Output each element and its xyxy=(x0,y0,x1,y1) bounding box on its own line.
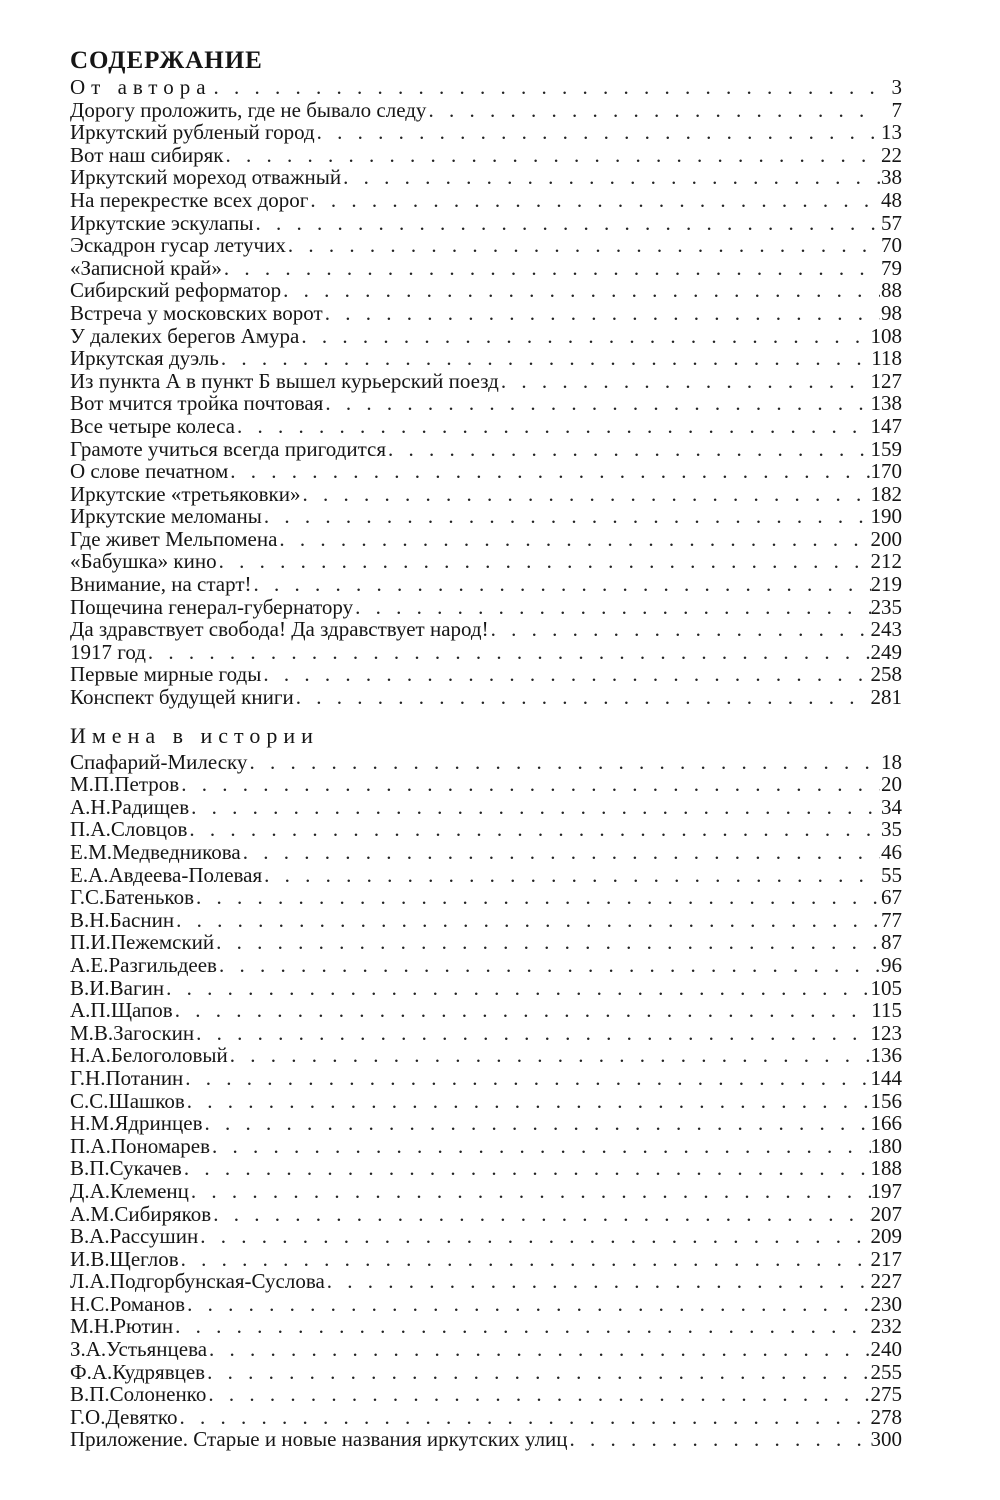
toc-entry-title: Н.А.Белоголовый xyxy=(70,1043,228,1068)
dot-leader xyxy=(235,415,871,438)
dot-leader xyxy=(212,76,880,99)
toc-entry-title: Е.М.Медведникова xyxy=(70,840,241,864)
toc-entry xyxy=(70,1157,902,1180)
toc-entry xyxy=(70,909,902,932)
dot-leader xyxy=(194,1022,870,1045)
toc-entry-title: Вот наш сибиряк xyxy=(70,142,224,167)
toc-entry xyxy=(70,99,902,122)
dot-leader xyxy=(210,1135,870,1158)
toc-entry xyxy=(70,751,902,774)
toc-entry-title: Д.А.Клеменц xyxy=(70,1178,189,1203)
toc-entry xyxy=(70,166,902,189)
dot-leader xyxy=(315,121,880,144)
toc-entry-page-number: 243 xyxy=(870,617,902,642)
dot-leader xyxy=(308,189,880,212)
toc-entry-title: М.Н.Рютин xyxy=(70,1314,174,1339)
toc-entry-title: Л.А.Подгорбунская-Суслова xyxy=(70,1269,325,1294)
toc-entry-title: Внимание, на старт! xyxy=(70,572,252,597)
toc-entry-title: Ф.А.Кудрявцев xyxy=(70,1359,206,1384)
toc-entry xyxy=(70,1338,902,1361)
toc-entry xyxy=(70,954,902,977)
toc-entry-page-number: 180 xyxy=(870,1133,902,1158)
toc-entry-page-number: 98 xyxy=(881,300,902,325)
toc-entry-title: Из пункта А в пункт Б вышел курьерский поезд xyxy=(70,368,499,393)
dot-leader xyxy=(325,1270,871,1293)
toc-entry-title: Эскадрон гусар летучих xyxy=(70,233,286,258)
toc-entry-page-number: 188 xyxy=(870,1156,902,1181)
toc-entry xyxy=(70,505,902,528)
toc-entry xyxy=(70,931,902,954)
toc-entry xyxy=(70,841,902,864)
main-contents-list xyxy=(70,76,902,709)
dot-leader xyxy=(194,886,880,909)
toc-entry-title: 1917 год xyxy=(70,639,146,664)
dot-leader xyxy=(299,325,870,348)
toc-entry-title: Где живет Мельпомена xyxy=(70,526,278,551)
dot-leader xyxy=(568,1428,871,1451)
toc-entry-page-number: 67 xyxy=(881,885,902,910)
toc-entry-page-number: 115 xyxy=(871,998,902,1023)
toc-entry-page-number: 258 xyxy=(870,662,902,687)
dot-leader xyxy=(187,818,880,841)
toc-entry-page-number: 34 xyxy=(881,794,902,819)
toc-entry-title: На перекрестке всех дорог xyxy=(70,187,309,212)
toc-entry xyxy=(70,977,902,1000)
toc-entry xyxy=(70,663,902,686)
toc-entry xyxy=(70,370,902,393)
toc-entry-page-number: 219 xyxy=(870,572,902,597)
toc-entry-page-number: 170 xyxy=(870,459,902,484)
toc-entry xyxy=(70,864,902,887)
dot-leader xyxy=(173,999,872,1022)
toc-entry-page-number: 232 xyxy=(870,1314,902,1339)
toc-entry-page-number: 227 xyxy=(870,1269,902,1294)
toc-entry xyxy=(70,257,902,280)
toc-entry-page-number: 18 xyxy=(881,749,902,774)
toc-entry xyxy=(70,460,902,483)
toc-entry-page-number: 22 xyxy=(881,142,902,167)
toc-entry-title: З.А.Устьянцева xyxy=(70,1337,208,1362)
toc-entry xyxy=(70,596,902,619)
toc-entry-title: Конспект будущей книги xyxy=(70,685,294,710)
toc-entry-title: Вот мчится тройка почтовая xyxy=(70,391,324,416)
toc-entry-title: М.В.Загоскин xyxy=(70,1020,195,1045)
toc-entry xyxy=(70,1022,902,1045)
toc-entry xyxy=(70,686,902,709)
toc-entry-page-number: 156 xyxy=(870,1088,902,1113)
toc-entry-page-number: 79 xyxy=(881,255,902,280)
toc-entry xyxy=(70,796,902,819)
dot-leader xyxy=(341,166,880,189)
toc-entry-page-number: 249 xyxy=(870,639,902,664)
toc-entry xyxy=(70,999,902,1022)
dot-leader xyxy=(214,931,880,954)
dot-leader xyxy=(499,370,871,393)
dot-leader xyxy=(353,596,870,619)
toc-entry-page-number: 240 xyxy=(870,1337,902,1362)
toc-entry-title: Все четыре колеса xyxy=(70,413,235,438)
dot-leader xyxy=(223,144,880,167)
toc-entry-title: В.Н.Баснин xyxy=(70,907,175,932)
toc-entry-page-number: 96 xyxy=(881,952,902,977)
toc-entry xyxy=(70,886,902,909)
toc-entry-title: У далеких берегов Амура xyxy=(70,323,300,348)
dot-leader xyxy=(217,954,880,977)
toc-entry-title: Н.М.Ядринцев xyxy=(70,1111,203,1136)
toc-entry-page-number: 123 xyxy=(870,1020,902,1045)
dot-leader xyxy=(179,1248,871,1271)
toc-entry-page-number: 48 xyxy=(881,187,902,212)
toc-entry-title: А.Н.Радищев xyxy=(70,794,190,819)
toc-entry xyxy=(70,1315,902,1338)
dot-leader xyxy=(261,663,870,686)
toc-entry xyxy=(70,1383,902,1406)
toc-entry xyxy=(70,121,902,144)
toc-entry xyxy=(70,1406,902,1429)
toc-entry-page-number: 212 xyxy=(870,549,902,574)
toc-entry xyxy=(70,234,902,257)
toc-entry xyxy=(70,641,902,664)
toc-entry xyxy=(70,438,902,461)
toc-entry xyxy=(70,392,902,415)
toc-entry xyxy=(70,1090,902,1113)
toc-entry xyxy=(70,1067,902,1090)
toc-entry xyxy=(70,528,902,551)
toc-entry xyxy=(70,1044,902,1067)
dot-leader xyxy=(183,1067,870,1090)
dot-leader xyxy=(386,438,871,461)
toc-entry-title: Иркутские эскулапы xyxy=(70,210,254,235)
dot-leader xyxy=(247,751,880,774)
toc-entry-title: Сибирский реформатор xyxy=(70,278,282,303)
toc-entry-page-number: 147 xyxy=(870,413,902,438)
toc-entry-title: Н.С.Романов xyxy=(70,1291,186,1316)
toc-entry xyxy=(70,347,902,370)
toc-entry-page-number: 13 xyxy=(881,120,902,145)
toc-entry xyxy=(70,573,902,596)
dot-leader xyxy=(219,347,871,370)
dot-leader xyxy=(206,1383,870,1406)
toc-entry-page-number: 57 xyxy=(881,210,902,235)
toc-entry-title: Иркутские «третьяковки» xyxy=(70,481,301,506)
toc-entry-page-number: 136 xyxy=(870,1043,902,1068)
toc-entry-title: Г.С.Батеньков xyxy=(70,885,194,910)
toc-entry-title: Иркутские меломаны xyxy=(70,504,262,529)
toc-entry-title: Приложение. Старые и новые названия иркутских улиц xyxy=(70,1427,568,1452)
toc-entry-title: Да здравствует свобода! Да здравствует народ! xyxy=(70,617,489,642)
toc-entry-page-number: 7 xyxy=(891,97,902,122)
toc-entry xyxy=(70,550,902,573)
toc-entry xyxy=(70,325,902,348)
toc-entry-page-number: 182 xyxy=(870,481,902,506)
toc-entry xyxy=(70,302,902,325)
toc-entry-title: В.И.Вагин xyxy=(70,975,165,1000)
toc-entry-title: Встреча у московских ворот xyxy=(70,300,323,325)
dot-leader xyxy=(179,773,880,796)
dot-leader xyxy=(174,909,880,932)
toc-entry xyxy=(70,483,902,506)
toc-entry-title: О слове печатном xyxy=(70,459,229,484)
dot-leader xyxy=(182,1157,871,1180)
dot-leader xyxy=(185,1090,871,1113)
toc-entry-title: А.Е.Разгильдеев xyxy=(70,952,217,977)
toc-entry xyxy=(70,818,902,841)
toc-entry-title: А.П.Щапов xyxy=(70,998,173,1023)
toc-entry-page-number: 235 xyxy=(870,594,902,619)
toc-entry xyxy=(70,618,902,641)
dot-leader xyxy=(202,1112,870,1135)
toc-entry-page-number: 217 xyxy=(870,1246,902,1271)
toc-entry xyxy=(70,1225,902,1248)
toc-entry-title: «Записной край» xyxy=(70,255,222,280)
toc-entry-page-number: 108 xyxy=(870,323,902,348)
toc-entry-page-number: 87 xyxy=(881,930,902,955)
toc-entry-page-number: 127 xyxy=(870,368,902,393)
dot-leader xyxy=(207,1338,870,1361)
dot-leader xyxy=(426,99,880,122)
toc-entry xyxy=(70,1293,902,1316)
toc-entry-title: «Бабушка» кино xyxy=(70,549,217,574)
toc-entry-page-number: 275 xyxy=(870,1382,902,1407)
toc-entry-title: Иркутский рубленый город xyxy=(70,120,315,145)
toc-entry xyxy=(70,189,902,212)
toc-entry xyxy=(70,1203,902,1226)
toc-entry-page-number: 209 xyxy=(870,1224,902,1249)
dot-leader xyxy=(189,1180,871,1203)
dot-leader xyxy=(489,618,871,641)
toc-entry xyxy=(70,1361,902,1384)
toc-entry-page-number: 190 xyxy=(870,504,902,529)
toc-entry xyxy=(70,279,902,302)
dot-leader xyxy=(286,234,880,257)
dot-leader xyxy=(252,573,871,596)
dot-leader xyxy=(262,864,880,887)
dot-leader xyxy=(146,641,871,664)
toc-entry xyxy=(70,1248,902,1271)
toc-entry-page-number: 300 xyxy=(870,1427,902,1452)
dot-leader xyxy=(323,302,880,325)
dot-leader xyxy=(277,528,870,551)
dot-leader xyxy=(185,1293,870,1316)
dot-leader xyxy=(281,279,880,302)
toc-entry-title: А.М.Сибиряков xyxy=(70,1201,212,1226)
names-section-title: Имена в истории xyxy=(70,722,319,748)
toc-entry-page-number: 46 xyxy=(881,840,902,864)
dot-leader xyxy=(323,392,870,415)
toc-entry-page-number: 118 xyxy=(871,346,902,371)
dot-leader xyxy=(222,257,880,280)
toc-entry-page-number: 278 xyxy=(870,1404,902,1429)
toc-entry-title: П.А.Словцов xyxy=(70,817,188,842)
dot-leader xyxy=(217,550,871,573)
toc-entry xyxy=(70,144,902,167)
toc-entry-title: М.П.Петров xyxy=(70,772,180,797)
toc-entry-title: Е.А.Авдеева-Полевая xyxy=(70,862,263,887)
toc-entry-page-number: 166 xyxy=(870,1111,902,1136)
toc-entry-page-number: 159 xyxy=(870,436,902,461)
dot-leader xyxy=(211,1203,870,1226)
toc-entry-title: С.С.Шашков xyxy=(70,1088,185,1113)
toc-entry-title: От автора xyxy=(70,75,212,99)
toc-entry xyxy=(70,1112,902,1135)
toc-entry-title: Иркутская дуэль xyxy=(70,346,219,371)
toc-entry-page-number: 281 xyxy=(870,685,902,710)
toc-entry-title: Г.О.Девятко xyxy=(70,1404,178,1429)
toc-entry-title: Иркутский мореход отважный xyxy=(70,165,342,190)
toc-entry xyxy=(70,415,902,438)
toc-entry-title: Пощечина генерал-губернатору xyxy=(70,594,354,619)
toc-entry-page-number: 88 xyxy=(881,278,902,303)
toc-entry-page-number: 3 xyxy=(891,75,902,99)
toc-entry-page-number: 70 xyxy=(881,233,902,258)
toc-entry-page-number: 230 xyxy=(870,1291,902,1316)
toc-entry-page-number: 105 xyxy=(870,975,902,1000)
toc-entry-page-number: 144 xyxy=(870,1065,902,1090)
toc-entry-title: П.И.Пежемский xyxy=(70,930,215,955)
contents-heading: СОДЕРЖАНИЕ xyxy=(70,47,263,74)
toc-entry xyxy=(70,1428,902,1451)
toc-entry xyxy=(70,773,902,796)
toc-entry-page-number: 255 xyxy=(870,1359,902,1384)
dot-leader xyxy=(294,686,871,709)
dot-leader xyxy=(254,212,880,235)
table-of-contents-page xyxy=(70,46,902,1451)
toc-entry xyxy=(70,1270,902,1293)
toc-entry-page-number: 55 xyxy=(881,862,902,887)
toc-entry-title: Спафарий-Милеску xyxy=(70,749,248,774)
dot-leader xyxy=(164,977,870,1000)
dot-leader xyxy=(173,1315,870,1338)
dot-leader xyxy=(177,1406,870,1429)
toc-entry-title: Дорогу проложить, где не бывало следу xyxy=(70,97,427,122)
toc-entry-page-number: 197 xyxy=(870,1178,902,1203)
toc-entry-page-number: 207 xyxy=(870,1201,902,1226)
toc-entry-title: В.П.Сукачев xyxy=(70,1156,182,1181)
dot-leader xyxy=(241,841,880,864)
toc-entry-page-number: 77 xyxy=(881,907,902,932)
toc-entry-title: П.А.Пономарев xyxy=(70,1133,211,1158)
dot-leader xyxy=(301,483,871,506)
toc-entry-title: Первые мирные годы xyxy=(70,662,262,687)
toc-entry xyxy=(70,1135,902,1158)
toc-entry-title: В.П.Солоненко xyxy=(70,1382,207,1407)
names-contents-list xyxy=(70,751,902,1451)
toc-entry-page-number: 38 xyxy=(881,165,902,190)
toc-entry-page-number: 200 xyxy=(870,526,902,551)
toc-entry xyxy=(70,1180,902,1203)
toc-entry-page-number: 35 xyxy=(881,817,902,842)
toc-entry xyxy=(70,76,902,99)
toc-entry-title: Грамоте учиться всегда пригодится xyxy=(70,436,386,461)
toc-entry-title: И.В.Щеглов xyxy=(70,1246,179,1271)
dot-leader xyxy=(189,796,880,819)
toc-entry-page-number: 20 xyxy=(881,772,902,797)
dot-leader xyxy=(228,1044,871,1067)
dot-leader xyxy=(228,460,870,483)
toc-entry-page-number: 138 xyxy=(870,391,902,416)
toc-entry xyxy=(70,212,902,235)
dot-leader xyxy=(205,1361,870,1384)
toc-entry-title: Г.Н.Потанин xyxy=(70,1065,184,1090)
dot-leader xyxy=(262,505,871,528)
toc-entry-title: В.А.Рассушин xyxy=(70,1224,199,1249)
dot-leader xyxy=(198,1225,870,1248)
